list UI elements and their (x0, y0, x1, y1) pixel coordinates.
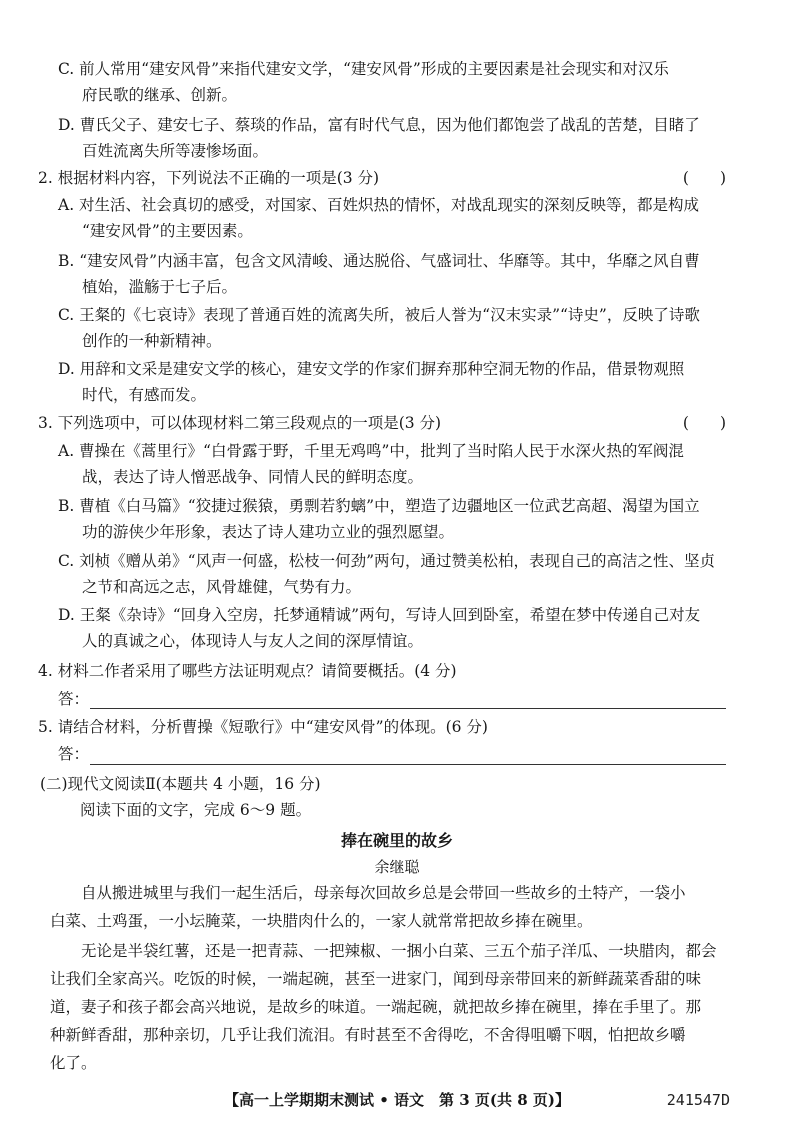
question-3-answer-paren[interactable]: ( ) (682, 414, 726, 432)
question-5-answer-line[interactable] (90, 764, 726, 765)
question-3-option-d: D. 王粲《杂诗》“回身入空房，托梦通精诚”两句，写诗人回到卧室，希望在梦中传递自己对友 (58, 606, 701, 624)
question-2-option-d-cont: 时代，有感而发。 (82, 386, 207, 404)
question-2-option-c: C. 王粲的《七哀诗》表现了普通百姓的流离失所，被后人誉为“汉末实录”“诗史”，反映了诗歌 (58, 306, 700, 324)
question-2-stem: 2. 根据材料内容，下列说法不正确的一项是(3 分) (38, 169, 380, 187)
option-d-prev: D. 曹氏父子、建安七子、蔡琰的作品，富有时代气息，因为他们都饱尝了战乱的苦楚，目睹了 (58, 116, 700, 134)
option-c-prev-cont: 府民歌的继承、创新。 (82, 86, 238, 104)
question-2-option-d: D. 用辞和文采是建安文学的核心，建安文学的作家们摒弃那种空洞无物的作品，借景物观照 (58, 360, 685, 378)
article-paragraph-2-line-2: 让我们全家高兴。吃饭的时候，一端起碗，甚至一进家门，闻到母亲带回来的新鲜蔬菜香甜的味 (50, 970, 702, 988)
question-3-option-b-cont: 功的游侠少年形象，表达了诗人建功立业的强烈愿望。 (82, 523, 455, 541)
question-2-answer-paren[interactable]: ( ) (682, 169, 726, 187)
question-2-option-b: B. “建安风骨”内涵丰富，包含文风清峻、通达脱俗、气盛词壮、华靡等。其中，华靡之风自曹 (58, 252, 700, 270)
article-paragraph-1-line-1: 自从搬进城里与我们一起生活后，母亲每次回故乡总是会带回一些故乡的土特产，一袋小 (50, 884, 686, 902)
question-3-option-b: B. 曹植《白马篇》“狡捷过猴猿，勇剽若豹螭”中，塑造了边疆地区一位武艺高超、渴望为国立 (58, 497, 700, 515)
exam-code: 241547D (666, 1091, 730, 1109)
question-4-answer-line[interactable] (90, 708, 726, 709)
article-paragraph-1-line-2: 白菜、土鸡蛋，一小坛腌菜，一块腊肉什么的，一家人就常常把故乡捧在碗里。 (50, 912, 593, 930)
question-3-option-a-cont: 战，表达了诗人憎恶战争、同情人民的鲜明态度。 (82, 468, 424, 486)
article-title: 捧在碗里的故乡 (340, 831, 453, 850)
question-3-option-d-cont: 人的真诚之心，体现诗人与友人之间的深厚情谊。 (82, 632, 424, 650)
question-3-option-c-cont: 之节和高远之志，风骨雄健，气势有力。 (82, 578, 362, 596)
question-4-stem: 4. 材料二作者采用了哪些方法证明观点？请简要概括。(4 分) (38, 662, 457, 680)
option-d-prev-cont: 百姓流离失所等凄惨场面。 (82, 142, 269, 160)
article-author: 余继聪 (374, 858, 420, 876)
page-footer: 【高一上学期期末测试 • 语文 第 3 页(共 8 页)】 (224, 1091, 570, 1109)
section-heading: (二)现代文阅读Ⅱ(本题共 4 小题，16 分) (40, 775, 321, 793)
question-4-answer-label: 答： (58, 690, 90, 708)
question-5-answer-label: 答： (58, 745, 90, 763)
option-c-prev: C. 前人常用“建安风骨”来指代建安文学，“建安风骨”形成的主要因素是社会现实和对汉乐 (58, 60, 669, 78)
article-paragraph-2-line-3: 道，妻子和孩子都会高兴地说，是故乡的味道。一端起碗，就把故乡捧在碗里，捧在手里了。那 (50, 998, 702, 1016)
question-3-stem: 3. 下列选项中，可以体现材料二第三段观点的一项是(3 分) (38, 414, 442, 432)
article-paragraph-2-line-1: 无论是半袋红薯，还是一把青蒜、一把辣椒、一捆小白菜、三五个茄子洋瓜、一块腊肉，都会 (50, 942, 717, 960)
question-2-option-b-cont: 植始，滥觞于七子后。 (82, 278, 238, 296)
question-2-option-c-cont: 创作的一种新精神。 (82, 332, 222, 350)
article-paragraph-2-line-5: 化了。 (50, 1054, 97, 1072)
question-3-option-a: A. 曹操在《蒿里行》“白骨露于野，千里无鸡鸣”中，批判了当时陷人民于水深火热的军阀混 (58, 442, 684, 460)
section-instruction: 阅读下面的文字，完成 6～9 题。 (80, 801, 312, 819)
question-3-option-c: C. 刘桢《赠从弟》“风声一何盛，松枝一何劲”两句，通过赞美松柏，表现自己的高洁之性、坚贞 (58, 552, 716, 570)
question-2-option-a-cont: “建安风骨”的主要因素。 (82, 222, 253, 240)
question-2-option-a: A. 对生活、社会真切的感受，对国家、百姓炽热的情怀，对战乱现实的深刻反映等，都是构成 (58, 196, 700, 214)
article-paragraph-2-line-4: 种新鲜香甜，那种亲切，几乎让我们流泪。有时甚至不舍得吃，不舍得咀嚼下咽，怕把故乡嚼 (50, 1026, 686, 1044)
question-5-stem: 5. 请结合材料，分析曹操《短歌行》中“建安风骨”的体现。(6 分) (38, 718, 488, 736)
